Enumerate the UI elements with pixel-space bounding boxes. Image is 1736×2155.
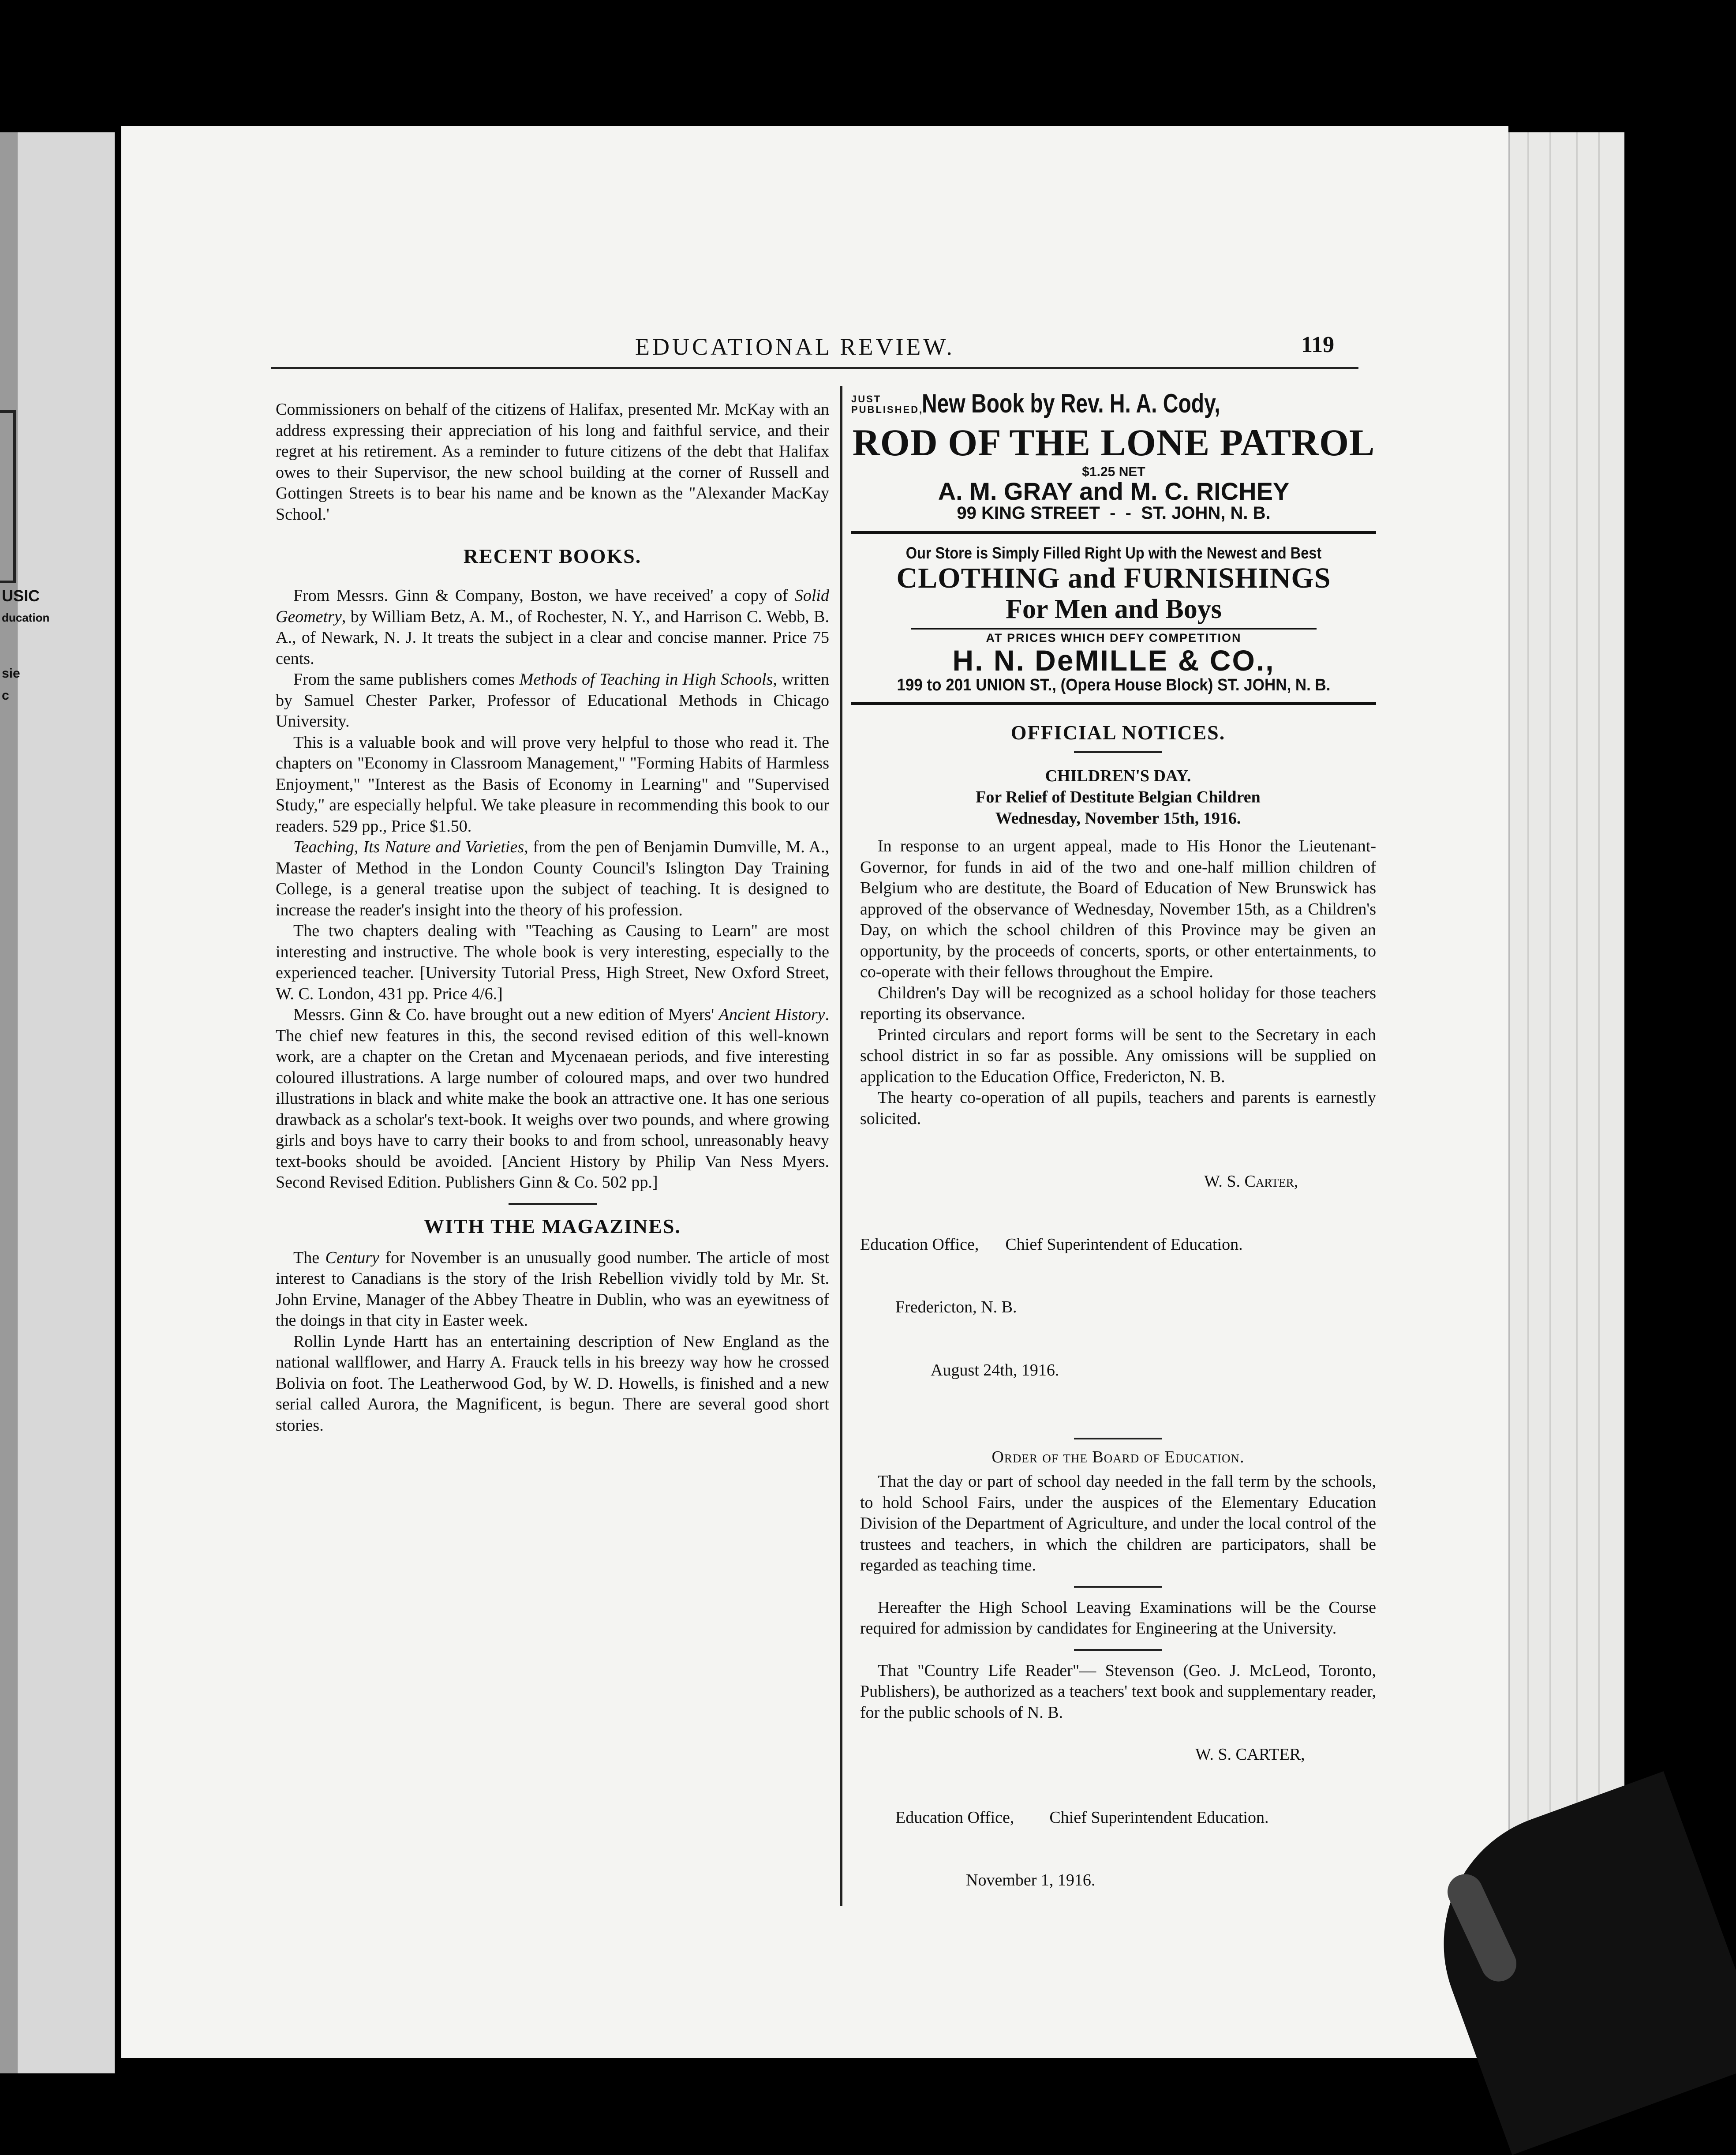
official-notices-heading: OFFICIAL NOTICES. — [1010, 721, 1226, 744]
review-paragraph: Messrs. Ginn & Co. have brought out a new edition of Myers' Ancient History. The chief new features in this, the second revised edition of this well-known work, are a chapter on the Cretan and Mycenaean periods, and five interesting coloured illustrations. A large number of coloured maps, and over two hundred illustrations in black and white make the book an attractive one. It has one serious drawback as a scholar's text-book. It weighs over two pounds, and where growing girls and boys have to carry their books to and from school, unreasonably heavy text-books should be avoided. [Ancient History by Philip Van Ness Myers. Second Revised Edition. Publishers Ginn & Co. 502 pp.] — [276, 1005, 830, 1192]
ad-book-title: ROD OF THE LONE PATROL — [852, 421, 1375, 464]
review-paragraph: Teaching, Its Nature and Varieties, from the pen of Benjamin Dumville, M. A., Master of Method in the London County Council's Islington Day Training College, is a general treatise upon the subject of teaching. It is designed to increase the reader's insight into the theory of his profession. — [276, 838, 829, 919]
notice-paragraph: That the day or part of school day needed in the fall term by the schools, to hold School Fairs, under the auspices of the Elementary Education Division of the Department of Agriculture, and under the local control of the trustees and teachers, in which the children are participators, shall be regarded as teaching time. — [860, 1472, 1376, 1574]
ad-prices-line: AT PRICES WHICH DEFY COMPETITION — [911, 628, 1317, 645]
order-heading: Order of the Board of Education. — [991, 1448, 1245, 1466]
signature-block: W. S. Carter, Education Office, Chief Superintendent of Education. Fredericton, N. B. August 24th, 1916. — [860, 1172, 1298, 1379]
facing-page-fragment: USIC — [2, 587, 40, 605]
notice-paragraph: Children's Day will be recognized as a school holiday for those teachers reporting its observance. — [860, 983, 1376, 1023]
notice-paragraph: That "Country Life Reader"— Stevenson (Geo. J. McLeod, Toronto, Publishers), be authorized as a teachers' text book and supplementary reader, for the public schools of N. B. — [860, 1661, 1376, 1722]
right-column — [851, 388, 1376, 1933]
ad-price: $1.25 NET — [1082, 465, 1145, 479]
ad-firm-address: 199 to 201 UNION ST., (Opera House Block) ST. JOHN, N. B. — [897, 676, 1331, 694]
facing-page-fragment: c — [2, 688, 9, 703]
childrens-day-heading: CHILDREN'S DAY. — [1045, 767, 1191, 785]
page-stack-edge — [1508, 132, 1624, 1985]
facing-page-box — [0, 410, 16, 583]
magazine-paragraph: The Century for November is an unusually good number. The article of most interest to Canadians is the story of the Irish Rebellion vividly told by Mr. St. John Ervine, Manager of the Abbey Theatre in Dublin, who was an eyewitness of the doings in that city in Easter week. — [276, 1248, 829, 1330]
header-rule — [271, 367, 1358, 369]
column-rule — [840, 386, 842, 1906]
notice-paragraph: The hearty co-operation of all pupils, teachers and parents is earnestly solicited. — [860, 1088, 1376, 1128]
ad-tagline: Our Store is Simply Filled Right Up with the Newest and Best — [905, 544, 1322, 562]
cody-book-advertisement — [851, 388, 1376, 534]
signature-block: W. S. CARTER, Education Office, Chief Superintendent Education. November 1, 1916. — [895, 1745, 1305, 1889]
notice-paragraph: Printed circulars and report forms will be sent to the Secretary in each school district in so far as possible. Any omissions will be supplied on application to the Education Office, Fredericton, N. B. — [860, 1025, 1376, 1086]
ad-men-boys-line: For Men and Boys — [1006, 594, 1222, 624]
page-number: 119 — [1301, 332, 1335, 357]
magazines-heading: WITH THE MAGAZINES. — [424, 1214, 681, 1237]
running-header: EDUCATIONAL REVIEW. — [635, 334, 955, 360]
ad-firm-name: H. N. DeMILLE & CO., — [952, 644, 1275, 677]
ad-publisher: A. M. GRAY and M. C. RICHEY — [938, 477, 1290, 505]
magazine-paragraph: Rollin Lynde Hartt has an entertaining description of New England as the national wallflower, and Harry A. Frauck tells in his breezy way how he crossed Bolivia on foot. The Leatherwood God, by W. D. Howells, is finished and a new serial called Aurora, the Magnificent, is begun. There are several good short stories. — [276, 1332, 829, 1435]
facing-page-fragment: ducation — [2, 611, 50, 624]
ad-just-published: JUST PUBLISHED, — [851, 394, 924, 415]
review-paragraph: From Messrs. Ginn & Company, Boston, we have received' a copy of Solid Geometry, by William Betz, A. M., of Rochester, N. Y., and Harrison C. Webb, B. A., of Newark, N. J. It treats the subject in a clear and concise manner. Price 75 cents. — [276, 586, 829, 668]
review-paragraph: This is a valuable book and will prove very helpful to those who read it. The chapters on "Economy in Classroom Management," "Forming Habits of Harmless Enjoyment," "Interest as the Basis of Economy in Learning" and "Supervised Study," are especially helpful. We take pleasure in recommending this book to our readers. 529 pp., Price $1.50. — [276, 733, 829, 836]
demille-advertisement — [851, 544, 1376, 705]
ad-clothing-line: CLOTHING and FURNISHINGS — [896, 562, 1331, 594]
ad-address: 99 KING STREET - - ST. JOHN, N. B. — [957, 503, 1271, 523]
left-column — [276, 399, 829, 1436]
relief-line: For Relief of Destitute Belgian Children — [976, 788, 1261, 806]
ad-new-book-line: New Book by Rev. H. A. Cody, — [922, 389, 1220, 418]
intro-paragraph: Commissioners on behalf of the citizens of Halifax, presented Mr. McKay with an address expressing their appreciation of his long and faithful service, and their regret at his retirement. As a reminder to future citizens of the debt that Halifax owes to their Supervisor, the new school building at the corner of Russell and Gottingen Streets is to bear his name and be known as the "Alexander MacKay School.' — [276, 400, 829, 524]
review-paragraph: The two chapters dealing with "Teaching as Causing to Learn" are most interesting and instructive. The whole book is very interesting, especially to the experienced teacher. [University Tutorial Press, High Street, New Oxford Street, W. C. London, 431 pp. Price 4/6.] — [276, 922, 829, 1003]
review-paragraph: From the same publishers comes Methods of Teaching in High Schools, written by Samuel Chester Parker, Professor of Educational Methods in Chicago University. — [276, 670, 830, 731]
facing-page-fragment: sie — [2, 666, 20, 681]
notice-paragraph: Hereafter the High School Leaving Examinations will be the Course required for admission by candidates for Engineering at the University. — [860, 1598, 1376, 1638]
date-line: Wednesday, November 15th, 1916. — [995, 809, 1241, 828]
recent-books-heading: RECENT BOOKS. — [463, 545, 642, 567]
notice-paragraph: In response to an urgent appeal, made to His Honor the Lieutenant-Governor, for funds in aid of the two and one-half million children of Belgium who are destitute, the Board of Education of New Brunswick has approved of the observance of Wednesday, November 15th, as a Children's Day, on which the school children of this Province may be given an opportunity, by the proceeds of concerts, sports, or other entertainments, to co-operate with their fellows throughout the Empire. — [860, 837, 1376, 981]
